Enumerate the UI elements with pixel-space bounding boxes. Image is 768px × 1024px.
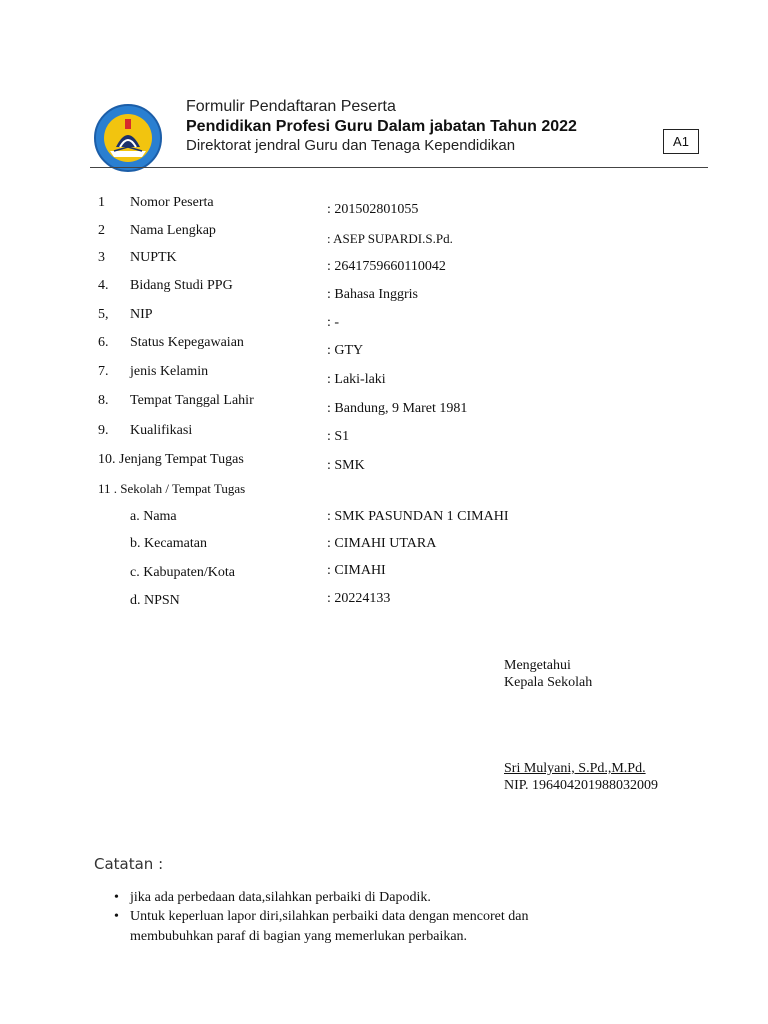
field-number: 8.: [98, 393, 109, 408]
field-number: 9.: [98, 423, 109, 438]
field-label: Tempat Tanggal Lahir: [130, 393, 254, 408]
field-label: NUPTK: [130, 250, 177, 265]
school-field-label: d. NPSN: [130, 593, 180, 608]
field-label: Bidang Studi PPG: [130, 278, 233, 293]
school-field-label: c. Kabupaten/Kota: [130, 565, 235, 580]
field-number: 6.: [98, 335, 109, 350]
field-value: : S1: [327, 429, 350, 444]
note-item-continuation: membubuhkan paraf di bagian yang memerlukan perbaikan.: [130, 929, 468, 944]
program-title: Pendidikan Profesi Guru Dalam jabatan Tahun 2022: [186, 118, 577, 135]
note-item: jika ada perbedaan data,silahkan perbaiki di Dapodik.: [130, 890, 431, 905]
field-label: Kualifikasi: [130, 423, 193, 438]
field-value: : Laki-laki: [327, 372, 386, 387]
field-value: : 201502801055: [327, 202, 419, 217]
field-value: : GTY: [327, 343, 364, 358]
field-number: 2: [98, 223, 105, 238]
field-label: jenis Kelamin: [130, 364, 209, 379]
principal-nip: NIP. 196404201988032009: [504, 778, 659, 793]
school-field-value: : 20224133: [327, 591, 391, 606]
field-label: 11 . Sekolah / Tempat Tugas: [98, 481, 246, 496]
field-value: : Bahasa Inggris: [327, 287, 418, 302]
field-label: Status Kepegawaian: [130, 335, 244, 350]
field-value: : 2641759660110042: [327, 259, 446, 274]
bullet-icon: •: [114, 890, 119, 905]
acknowledgement-label: Mengetahui: [504, 658, 571, 673]
field-value: : ASEP SUPARDI.S.Pd.: [327, 231, 453, 246]
field-label: NIP: [130, 307, 153, 322]
school-field-value: : CIMAHI: [327, 563, 386, 578]
field-number: 7.: [98, 364, 109, 379]
header-divider: [90, 167, 708, 168]
field-number: 4.: [98, 278, 109, 293]
field-value: : SMK: [327, 458, 365, 473]
field-number: 3: [98, 250, 105, 265]
note-item: Untuk keperluan lapor diri,silahkan perbaiki data dengan mencoret dan: [130, 909, 529, 924]
field-number: 1: [98, 195, 105, 210]
field-value: : -: [327, 315, 340, 330]
field-value: : Bandung, 9 Maret 1981: [327, 401, 468, 416]
directorate-title: Direktorat jendral Guru dan Tenaga Kependidikan: [186, 137, 516, 154]
form-title: Formulir Pendaftaran Peserta: [186, 98, 396, 115]
field-label: Nomor Peserta: [130, 195, 214, 210]
bullet-icon: •: [114, 909, 119, 924]
notes-title: Catatan :: [94, 855, 164, 873]
field-number: 5,: [98, 307, 109, 322]
school-field-value: : CIMAHI UTARA: [327, 536, 437, 551]
tut-wuri-handayani-logo: [92, 103, 164, 173]
field-label: Nama Lengkap: [130, 223, 216, 238]
principal-title: Kepala Sekolah: [504, 675, 593, 690]
principal-name: Sri Mulyani, S.Pd.,M.Pd.: [504, 761, 646, 776]
school-field-label: a. Nama: [130, 509, 177, 524]
school-field-value: : SMK PASUNDAN 1 CIMAHI: [327, 509, 509, 524]
field-label: 10. Jenjang Tempat Tugas: [98, 452, 244, 467]
form-code-box: A1: [663, 129, 699, 154]
school-field-label: b. Kecamatan: [130, 536, 207, 551]
